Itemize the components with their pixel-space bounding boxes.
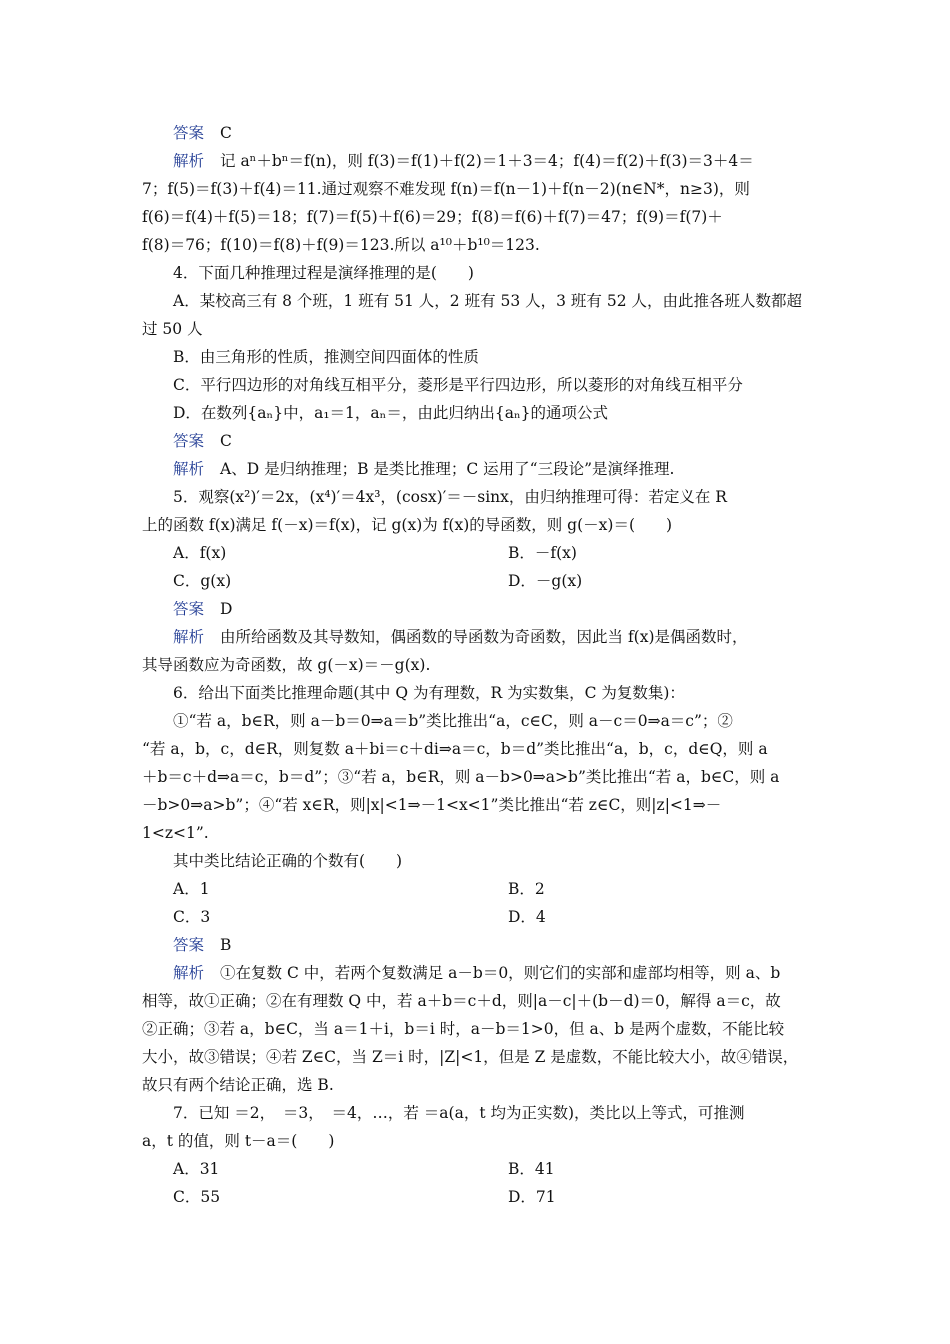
question-body: ＋b＝c＋d⇒a＝c，b＝d”；③“若 a，b∈R，则 a－b>0⇒a>b”类比推出“若 a，b∈C，则 a <box>142 768 780 786</box>
option-a: A．31 <box>173 1160 220 1178</box>
question-stem: 4．下面几种推理过程是演绎推理的是( ) <box>173 264 474 282</box>
option-c: C．平行四边形的对角线互相平分，菱形是平行四边形，所以菱形的对角线互相平分 <box>173 376 743 394</box>
option-b: B．由三角形的性质，推测空间四面体的性质 <box>173 348 479 366</box>
analysis-text: A、D 是归纳推理；B 是类比推理；C 运用了“三段论”是演绎推理. <box>220 460 675 478</box>
option-d: D．4 <box>508 908 546 926</box>
answer-value: D <box>220 600 233 618</box>
question-prompt: 其中类比结论正确的个数有( ) <box>173 852 403 870</box>
answer-tag: 答案 <box>173 936 205 954</box>
option-d: D．71 <box>508 1188 556 1206</box>
answer-value: C <box>220 432 232 450</box>
answer-line <box>173 599 232 619</box>
question-body: “若 a，b，c，d∈R，则复数 a＋bi＝c＋di⇒a＝c，b＝d”类比推出“a，b，c，d∈Q，则 a <box>142 740 768 758</box>
analysis-tag: 解析 <box>173 964 205 982</box>
question-stem-continued: a，t 的值，则 t－a＝( ) <box>142 1132 335 1150</box>
analysis-text: 记 aⁿ＋bⁿ＝f(n)，则 f(3)＝f(1)＋f(2)＝1＋3＝4；f(4)＝f(2)＋f(3)＝3＋4＝ <box>220 152 754 170</box>
option-c: C．55 <box>173 1188 221 1206</box>
answer-line <box>173 123 232 143</box>
analysis-text: 其导函数应为奇函数，故 g(－x)＝－g(x). <box>142 656 431 674</box>
analysis-tag: 解析 <box>173 460 205 478</box>
answer-tag: 答案 <box>173 600 205 618</box>
analysis-text: f(6)＝f(4)＋f(5)＝18；f(7)＝f(5)＋f(6)＝29；f(8)＝f(6)＋f(7)＝47；f(9)＝f(7)＋ <box>142 208 723 226</box>
answer-tag: 答案 <box>173 124 205 142</box>
answer-value: B <box>220 936 232 954</box>
option-c: C．3 <box>173 908 211 926</box>
option-a-continued: 过 50 人 <box>142 320 203 338</box>
analysis-line <box>173 963 780 983</box>
analysis-text: 大小，故③错误；④若 Z∈C，当 Z＝i 时，|Z|<1，但是 Z 是虚数，不能比较大小，故④错误， <box>142 1048 799 1066</box>
analysis-text: 故只有两个结论正确，选 B. <box>142 1076 334 1094</box>
option-a: A．某校高三有 8 个班，1 班有 51 人，2 班有 53 人，3 班有 52 人，由此推各班人数都超 <box>173 292 803 310</box>
answer-line <box>173 431 232 451</box>
option-c: C．g(x) <box>173 572 232 590</box>
analysis-text: 由所给函数及其导数知，偶函数的导函数为奇函数，因此当 f(x)是偶函数时， <box>220 628 748 646</box>
option-d: D．－g(x) <box>508 572 583 590</box>
question-stem-continued: 上的函数 f(x)满足 f(－x)＝f(x)，记 g(x)为 f(x)的导函数，则 g(－x)＝( ) <box>142 516 673 534</box>
analysis-tag: 解析 <box>173 628 205 646</box>
answer-value: C <box>220 124 232 142</box>
analysis-line <box>173 627 748 647</box>
analysis-text: ①在复数 C 中，若两个复数满足 a－b＝0，则它们的实部和虚部均相等，则 a、b <box>220 964 781 982</box>
analysis-text: 7；f(5)＝f(3)＋f(4)＝11.通过观察不难发现 f(n)＝f(n－1)＋f(n－2)(n∈N*，n≥3)，则 <box>142 180 750 198</box>
answer-tag: 答案 <box>173 432 205 450</box>
option-b: B．41 <box>508 1160 555 1178</box>
question-body: ①“若 a，b∈R，则 a－b＝0⇒a＝b”类比推出“a，c∈C，则 a－c＝0⇒a＝c”；② <box>173 712 733 730</box>
analysis-line <box>173 151 754 171</box>
analysis-tag: 解析 <box>173 152 205 170</box>
analysis-text: ②正确；③若 a，b∈C，当 a＝1＋i，b＝i 时，a－b＝1>0，但 a、b 是两个虚数，不能比较 <box>142 1020 785 1038</box>
analysis-line <box>173 459 674 479</box>
option-a: A．f(x) <box>173 544 227 562</box>
analysis-text: f(8)＝76；f(10)＝f(8)＋f(9)＝123.所以 a¹⁰＋b¹⁰＝123. <box>142 236 540 254</box>
option-a: A．1 <box>173 880 210 898</box>
question-body: 1<z<1”. <box>142 824 209 842</box>
option-d: D．在数列{aₙ}中，a₁＝1，aₙ＝，由此归纳出{aₙ}的通项公式 <box>173 404 609 422</box>
option-b: B．－f(x) <box>508 544 577 562</box>
question-body: －b>0⇒a>b”；④“若 x∈R，则|x|<1⇒－1<x<1”类比推出“若 z∈C，则|z|<1⇒－ <box>142 796 722 814</box>
answer-line <box>173 935 231 955</box>
question-stem: 7．已知 ＝2， ＝3， ＝4，…，若 ＝a(a，t 均为正实数)，类比以上等式，可推测 <box>173 1104 745 1122</box>
option-b: B．2 <box>508 880 545 898</box>
analysis-text: 相等，故①正确；②在有理数 Q 中，若 a＋b＝c＋d，则|a－c|＋(b－d)＝0，解得 a＝c，故 <box>142 992 781 1010</box>
question-stem: 6．给出下面类比推理命题(其中 Q 为有理数，R 为实数集，C 为复数集)： <box>173 684 685 702</box>
question-stem: 5．观察(x²)′＝2x，(x⁴)′＝4x³，(cosx)′＝－sinx，由归纳推理可得：若定义在 R <box>173 488 727 506</box>
